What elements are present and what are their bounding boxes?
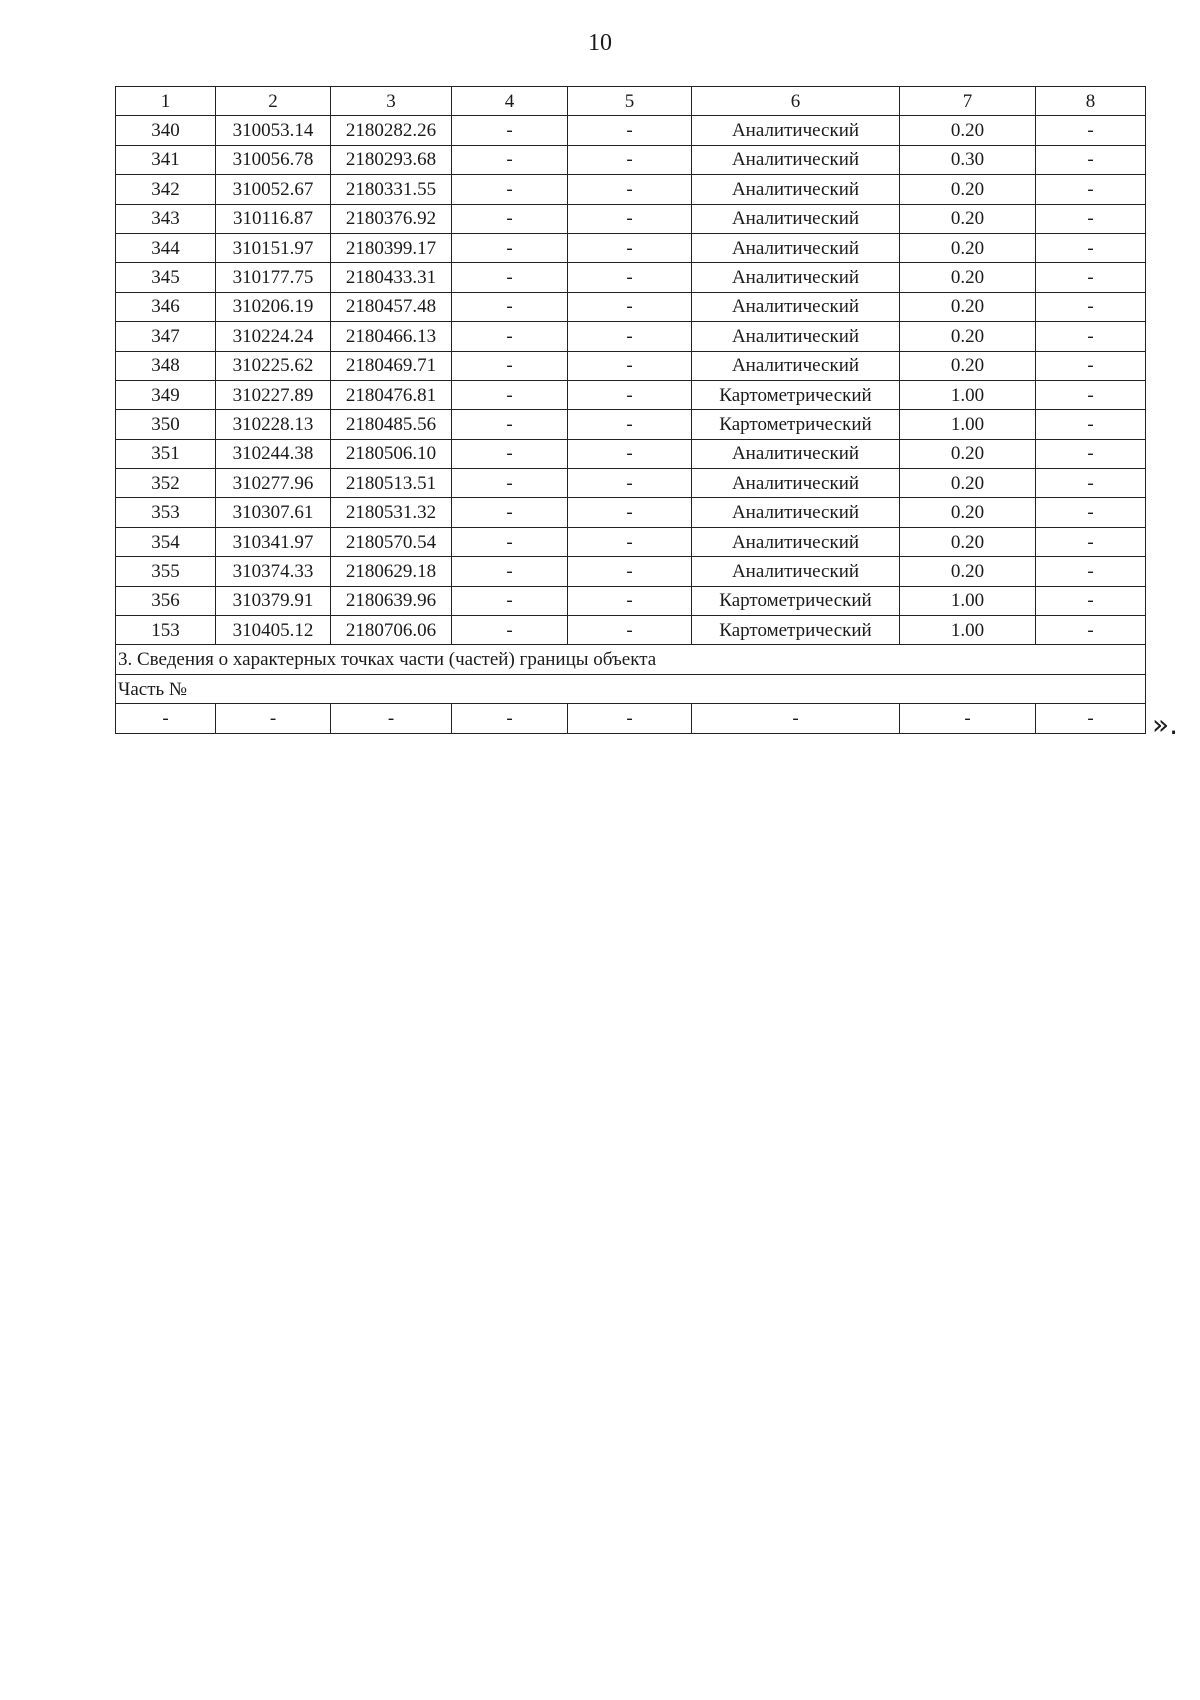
table-cell: - <box>568 410 692 439</box>
table-cell: - <box>568 704 692 733</box>
table-cell: 2180331.55 <box>331 175 452 204</box>
table-cell: 310228.13 <box>216 410 331 439</box>
table-cell: 0.20 <box>900 498 1036 527</box>
table-cell: Аналитический <box>692 469 900 498</box>
table-cell: 2 <box>216 87 331 116</box>
table-cell: - <box>568 145 692 174</box>
table-cell: - <box>568 322 692 351</box>
table-cell: Аналитический <box>692 439 900 468</box>
table-row <box>116 557 1146 586</box>
table-cell: 5 <box>568 87 692 116</box>
table-cell: Аналитический <box>692 527 900 556</box>
table-cell: - <box>568 498 692 527</box>
table-cell: 310053.14 <box>216 116 331 145</box>
table-cell: - <box>452 616 568 645</box>
table-cell: 2180629.18 <box>331 557 452 586</box>
table-cell: - <box>452 704 568 733</box>
table-cell: - <box>452 175 568 204</box>
table-cell: - <box>568 204 692 233</box>
table-cell: 347 <box>116 322 216 351</box>
table-cell: 351 <box>116 439 216 468</box>
table-row <box>116 439 1146 468</box>
table-row <box>116 233 1146 262</box>
table-cell: 354 <box>116 527 216 556</box>
table-cell: - <box>452 351 568 380</box>
table-cell: - <box>568 439 692 468</box>
table-cell: 1.00 <box>900 586 1036 615</box>
table-cell: - <box>1036 380 1146 409</box>
table-cell: 1.00 <box>900 380 1036 409</box>
table-cell: - <box>452 410 568 439</box>
table-cell: - <box>1036 263 1146 292</box>
table-cell: - <box>1036 351 1146 380</box>
table-cell: - <box>568 116 692 145</box>
table-cell: 8 <box>1036 87 1146 116</box>
table-cell: - <box>1036 233 1146 262</box>
table-cell: 1.00 <box>900 410 1036 439</box>
closing-quote-mark: ». <box>1152 708 1179 741</box>
table-cell: - <box>568 469 692 498</box>
empty-data-row <box>116 704 1146 733</box>
table-cell: 0.20 <box>900 116 1036 145</box>
table-cell: 2180433.31 <box>331 263 452 292</box>
table-cell: Картометрический <box>692 380 900 409</box>
table-cell: - <box>568 586 692 615</box>
table-cell: 310277.96 <box>216 469 331 498</box>
table-cell: - <box>1036 439 1146 468</box>
table-cell: 1.00 <box>900 616 1036 645</box>
part-label-row-cell: Часть № <box>116 674 1146 703</box>
table-cell: 355 <box>116 557 216 586</box>
table-row <box>116 116 1146 145</box>
table-cell: 0.20 <box>900 263 1036 292</box>
table-cell: - <box>1036 410 1146 439</box>
table-cell: - <box>452 116 568 145</box>
table-cell: - <box>1036 469 1146 498</box>
table-cell: - <box>452 498 568 527</box>
table-cell: 348 <box>116 351 216 380</box>
table-cell: 346 <box>116 292 216 321</box>
table-cell: 310206.19 <box>216 292 331 321</box>
table-cell: - <box>568 233 692 262</box>
table-cell: 310225.62 <box>216 351 331 380</box>
table-cell: - <box>452 469 568 498</box>
table-cell: 0.20 <box>900 292 1036 321</box>
table-cell: 2180485.56 <box>331 410 452 439</box>
table-cell: Аналитический <box>692 116 900 145</box>
table-cell: 3 <box>331 87 452 116</box>
table-cell: - <box>568 175 692 204</box>
table-cell: 4 <box>452 87 568 116</box>
table-cell: 310056.78 <box>216 145 331 174</box>
table-cell: 0.20 <box>900 469 1036 498</box>
table-body <box>116 87 1146 734</box>
table-cell: Аналитический <box>692 175 900 204</box>
table-cell: Картометрический <box>692 616 900 645</box>
table-row <box>116 204 1146 233</box>
table-cell: 353 <box>116 498 216 527</box>
table-cell: 344 <box>116 233 216 262</box>
table-cell: 310224.24 <box>216 322 331 351</box>
table-cell: 0.20 <box>900 439 1036 468</box>
table-cell: 0.20 <box>900 233 1036 262</box>
table-row <box>116 469 1146 498</box>
table-cell: - <box>452 233 568 262</box>
table-cell: 310151.97 <box>216 233 331 262</box>
table-cell: 2180639.96 <box>331 586 452 615</box>
table-cell: 349 <box>116 380 216 409</box>
table-cell: 0.30 <box>900 145 1036 174</box>
header-row <box>116 87 1146 116</box>
table-cell: 356 <box>116 586 216 615</box>
table-cell: 7 <box>900 87 1036 116</box>
table-cell: 2180457.48 <box>331 292 452 321</box>
table-cell: - <box>568 351 692 380</box>
table-cell: 0.20 <box>900 204 1036 233</box>
table-cell: - <box>216 704 331 733</box>
table-cell: 310116.87 <box>216 204 331 233</box>
table-cell: - <box>900 704 1036 733</box>
table-cell: - <box>568 292 692 321</box>
page-number: 10 <box>588 30 612 56</box>
table-cell: - <box>452 204 568 233</box>
table-row <box>116 616 1146 645</box>
table-cell: 310244.38 <box>216 439 331 468</box>
table-cell: 2180531.32 <box>331 498 452 527</box>
table-cell: Картометрический <box>692 586 900 615</box>
table-cell: 310341.97 <box>216 527 331 556</box>
table-row <box>116 380 1146 409</box>
table-cell: 2180399.17 <box>331 233 452 262</box>
table-cell: - <box>1036 704 1146 733</box>
table-row <box>116 292 1146 321</box>
table-cell: Аналитический <box>692 351 900 380</box>
table-cell: 0.20 <box>900 322 1036 351</box>
section-title-row <box>116 645 1146 674</box>
table-cell: 1 <box>116 87 216 116</box>
table-cell: Аналитический <box>692 145 900 174</box>
table-cell: 352 <box>116 469 216 498</box>
table-cell: - <box>1036 322 1146 351</box>
table-cell: 310307.61 <box>216 498 331 527</box>
table-cell: - <box>452 586 568 615</box>
table-cell: - <box>1036 498 1146 527</box>
table-cell: 310177.75 <box>216 263 331 292</box>
table-cell: 2180293.68 <box>331 145 452 174</box>
table-cell: - <box>1036 292 1146 321</box>
table-cell: - <box>692 704 900 733</box>
table-cell: - <box>568 263 692 292</box>
table-cell: 2180706.06 <box>331 616 452 645</box>
table-cell: Аналитический <box>692 233 900 262</box>
table-cell: Картометрический <box>692 410 900 439</box>
table-row <box>116 527 1146 556</box>
table-cell: 0.20 <box>900 351 1036 380</box>
table-cell: - <box>452 557 568 586</box>
table-cell: - <box>568 616 692 645</box>
table-cell: Аналитический <box>692 557 900 586</box>
table-cell: - <box>568 557 692 586</box>
table-row <box>116 498 1146 527</box>
table-cell: 343 <box>116 204 216 233</box>
table-cell: 2180469.71 <box>331 351 452 380</box>
table-cell: - <box>452 145 568 174</box>
table-cell: 310227.89 <box>216 380 331 409</box>
table-cell: 2180376.92 <box>331 204 452 233</box>
table-cell: Аналитический <box>692 263 900 292</box>
table-cell: 153 <box>116 616 216 645</box>
table-row <box>116 263 1146 292</box>
table-cell: 2180570.54 <box>331 527 452 556</box>
table-cell: 2180282.26 <box>331 116 452 145</box>
table-cell: - <box>1036 204 1146 233</box>
table-cell: Аналитический <box>692 292 900 321</box>
table-cell: 342 <box>116 175 216 204</box>
table-cell: - <box>452 380 568 409</box>
table-cell: 2180513.51 <box>331 469 452 498</box>
table-cell: Аналитический <box>692 498 900 527</box>
table-cell: - <box>452 527 568 556</box>
table-cell: - <box>1036 586 1146 615</box>
table-cell: - <box>1036 145 1146 174</box>
table-cell: - <box>568 380 692 409</box>
table-cell: 0.20 <box>900 557 1036 586</box>
table-cell: - <box>568 527 692 556</box>
table-row <box>116 145 1146 174</box>
table-row <box>116 351 1146 380</box>
table-cell: - <box>1036 527 1146 556</box>
table-cell: - <box>452 322 568 351</box>
table-cell: - <box>1036 116 1146 145</box>
table-cell: 340 <box>116 116 216 145</box>
table-cell: - <box>1036 175 1146 204</box>
table-row <box>116 175 1146 204</box>
table-cell: - <box>116 704 216 733</box>
table-cell: 2180506.10 <box>331 439 452 468</box>
table-cell: 345 <box>116 263 216 292</box>
table-cell: 0.20 <box>900 527 1036 556</box>
table-cell: 2180466.13 <box>331 322 452 351</box>
table-cell: 341 <box>116 145 216 174</box>
table-row <box>116 322 1146 351</box>
table-row <box>116 410 1146 439</box>
table-cell: 310379.91 <box>216 586 331 615</box>
table-cell: 2180476.81 <box>331 380 452 409</box>
table-cell: - <box>452 439 568 468</box>
table-cell: Аналитический <box>692 322 900 351</box>
coordinates-table <box>115 86 1146 734</box>
table-row <box>116 586 1146 615</box>
table-cell: - <box>452 263 568 292</box>
table-cell: 6 <box>692 87 900 116</box>
part-label-row <box>116 674 1146 703</box>
section-title-row-cell: 3. Сведения о характерных точках части (частей) границы объекта <box>116 645 1146 674</box>
table-cell: 310405.12 <box>216 616 331 645</box>
table-cell: Аналитический <box>692 204 900 233</box>
table-cell: 350 <box>116 410 216 439</box>
table-cell: 0.20 <box>900 175 1036 204</box>
table-cell: - <box>1036 616 1146 645</box>
table-cell: - <box>1036 557 1146 586</box>
table-cell: 310374.33 <box>216 557 331 586</box>
table-cell: - <box>331 704 452 733</box>
table-cell: - <box>452 292 568 321</box>
table-cell: 310052.67 <box>216 175 331 204</box>
